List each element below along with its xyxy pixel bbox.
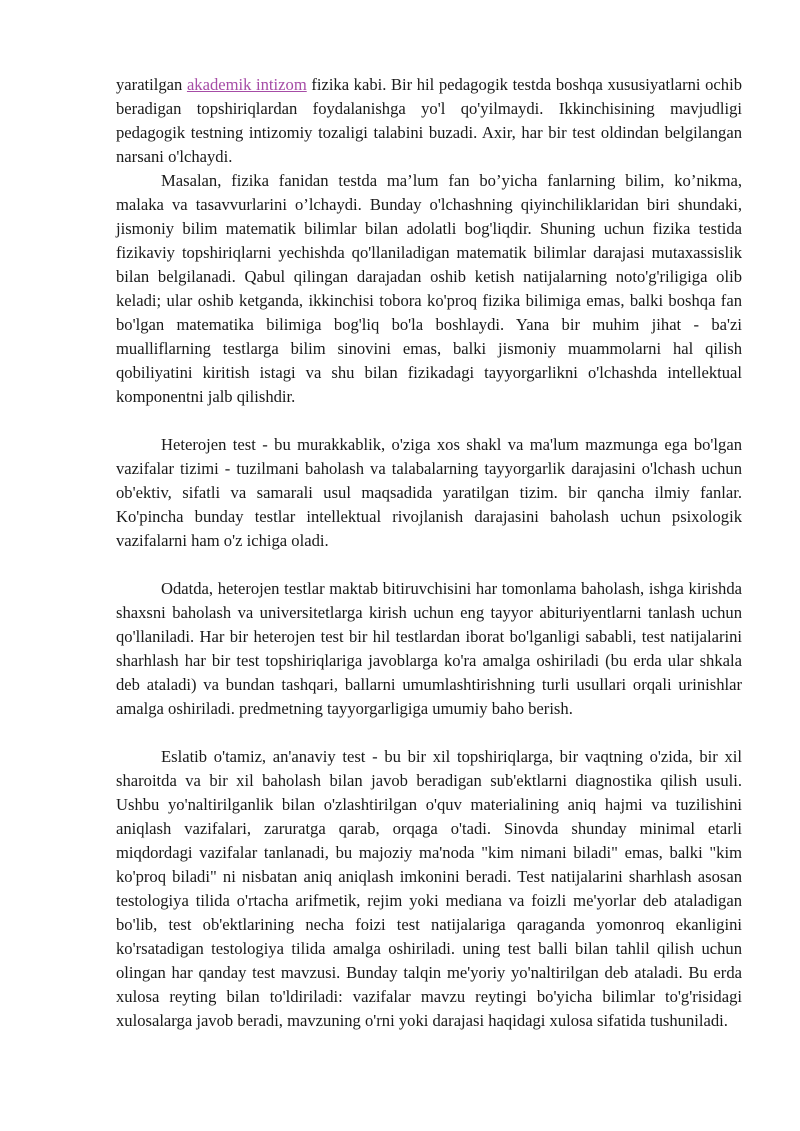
document-page (116, 73, 742, 1033)
paragraph-spacer (116, 721, 742, 745)
paragraph-4: Odatda, heterojen testlar maktab bitiruvchisini har tomonlama baholash, ishga kirishda shaxsni baholash va universitetlarga kirish uchun eng tayyor abituriyentlarni tanlash uchun qo'llaniladi. Har bir heterojen test bir hil testlardan iborat bo'lganligi sababli, test natijalarini sharhlash har bir test topshiriqlariga javoblarga ko'ra amalga oshiriladi (bu erda ular shkala deb ataladi) va bundan tashqari, ballarni umumlashtirishning turli usullari orqali urinishlar amalga oshiriladi. predmetning tayyorgarligiga umumiy baho berish. (116, 579, 742, 718)
paragraph-spacer (116, 553, 742, 577)
paragraph-spacer (116, 409, 742, 433)
paragraph-1-start: yaratilgan (116, 75, 187, 94)
paragraph-2: Masalan, fizika fanidan testda ma’lum fan bo’yicha fanlarning bilim, ko’nikma, malaka va tasavvurlarini o’lchaydi. Bunday o'lchashning qiyinchiliklaridan biri shundaki, jismoniy bilim matematik bilimlar bilan adolatli bog'liqdir. Shuning uchun fizika testida fizikaviy topshiriqlarni yechishda qo'llaniladigan matematik bilimlar darajasi mutaxassislik bilan belgilanadi. Qabul qilingan darajadan oshib ketish natijalarning noto'g'riligiga olib keladi; ular oshib ketganda, ikkinchisi tobora ko'proq fizika bilimiga emas, balki boshqa fan bo'lgan matematika bilimiga bog'liq bo'la boshlaydi. Yana bir muhim jihat - ba'zi mualliflarning testlarga bilim sinovini emas, balki jismoniy muammolarni hal qilish qobiliyatini kiritish istagi va shu bilan fizikadagi tayyorgarlikni o'lchashda intellektual komponentni jalb qilishdir. (116, 171, 742, 406)
akademik-intizom-link[interactable]: akademik intizom (186, 75, 307, 94)
paragraph-5: Eslatib o'tamiz, an'anaviy test - bu bir xil topshiriqlarga, bir vaqtning o'zida, bir xil sharoitda va bir xil baholash bilan javob beradigan sub'ektlarni diagnostika qilish usuli. Ushbu yo'naltirilganlik bilan o'zlashtirilgan o'quv materialining aniq hajmi va tuzilishini aniqlash vazifalari, zaruratga qarab, orqaga o'tadi. Sinovda shunday minimal etarli miqdordagi vazifalar tanlanadi, bu majoziy ma'noda "kim nimani biladi" emas, balki "kim ko'proq biladi" ni nisbatan aniq aniqlash imkonini beradi. Test natijalarini sharhlash asosan testologiya tilida o'rtacha arifmetik, rejim yoki mediana va foizli me'yorlar deb ataladigan bo'lib, test ob'ektlarining necha foizi test natijalariga qaraganda yomonroq ekanligini ko'rsatadigan testologiya tilida amalga oshiriladi. uning test balli bilan tahlil qilish uchun olingan har qanday test mavzusi. Bunday talqin me'yoriy yo'naltirilgan deb ataladi. Bu erda xulosa reyting bilan to'ldiriladi: vazifalar mavzu reytingi bo'yicha bilimlar to'g'risidagi xulosalarga javob beradi, mavzuning o'rni yoki darajasi haqidagi xulosa sifatida tushuniladi. (116, 747, 742, 1030)
paragraph-1-rest: fizika kabi. Bir hil pedagogik testda boshqa xususiyatlarni ochib beradigan topshiriqlardan foydalanishga yo'l qo'yilmaydi. Ikkinchisining mavjudligi pedagogik testning intizomiy tozaligi talabini buzadi. Axir, har bir test oldindan belgilangan narsani o'lchaydi. (116, 75, 742, 166)
paragraph-1 (116, 73, 742, 169)
paragraph-3: Heterojen test - bu murakkablik, o'ziga xos shakl va ma'lum mazmunga ega bo'lgan vazifalar tizimi - tuzilmani baholash va talabalarning tayyorgarlik darajasini o'lchash uchun ob'ektiv, sifatli va samarali usul maqsadida yaratilgan tizim. bir qancha ilmiy fanlar. Ko'pincha bunday testlar intellektual rivojlanish darajasini baholash uchun psixologik vazifalarni ham o'z ichiga oladi. (116, 435, 742, 550)
